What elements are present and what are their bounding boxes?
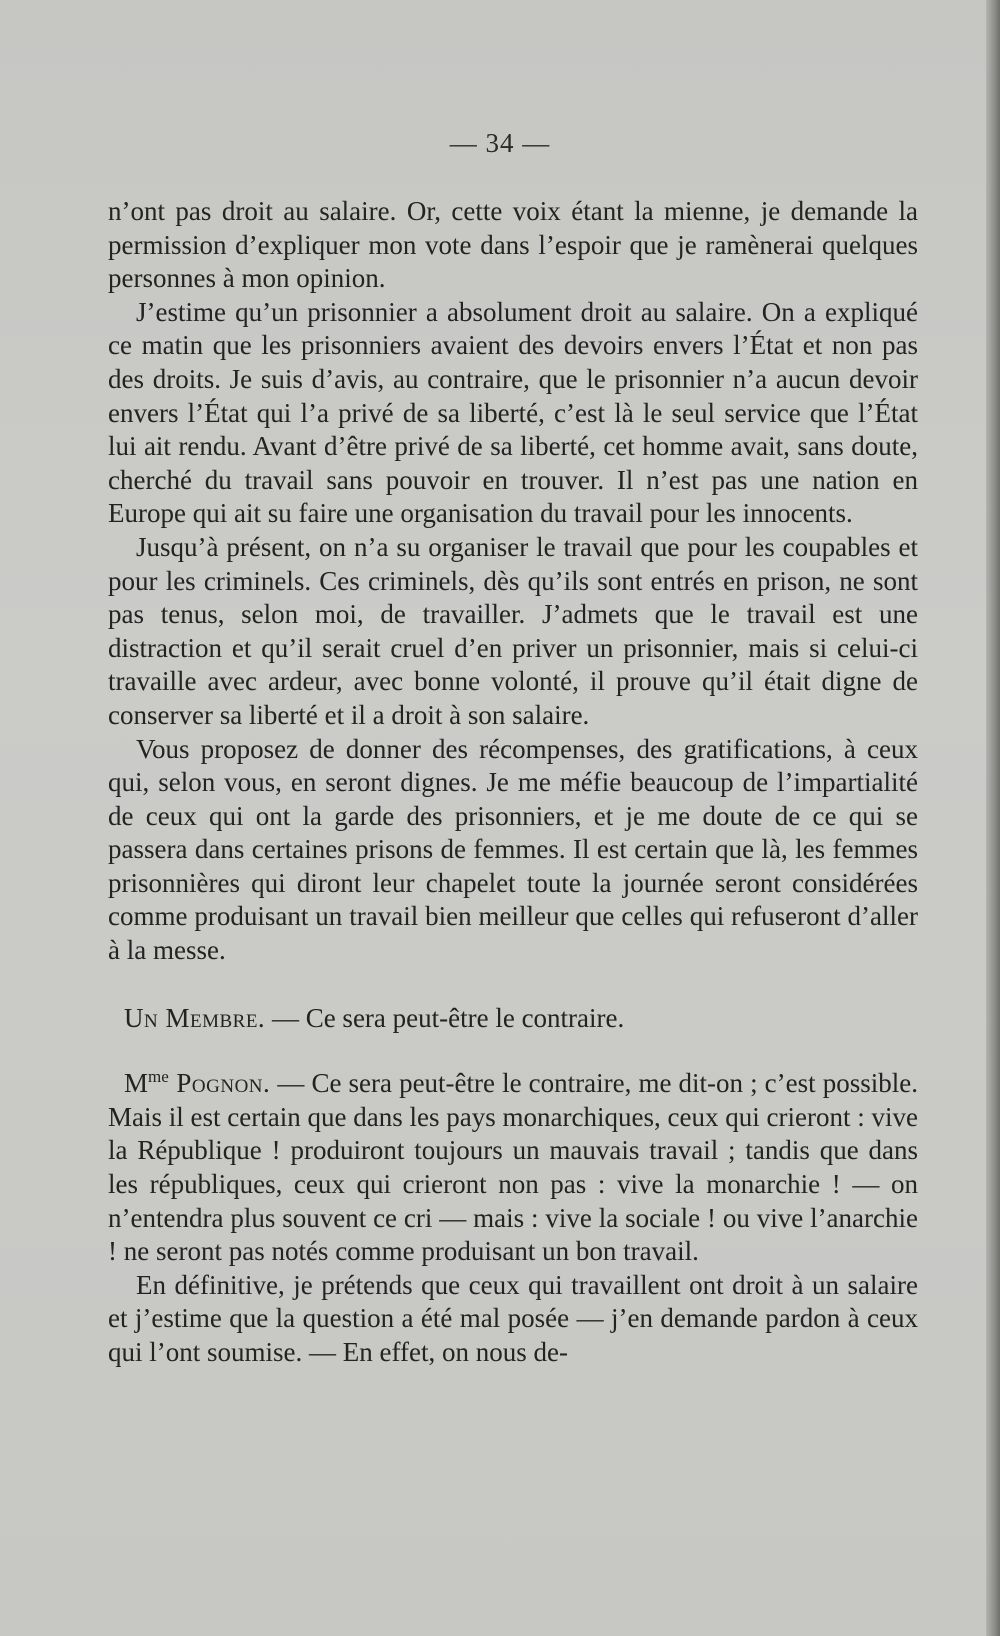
speaker-title: M xyxy=(124,1068,149,1099)
speaker-line-member xyxy=(108,1002,918,1036)
speaker-text-pognon: — Ce sera peut-être le contraire, me dit-on ; c’est possible. Mais il est certain que dans les pays monarchiques, ceux qui crieront : vive la République ! produiront toujours un mauvais travail ; tandis que dans les républiques, ceux qui crieront non pas : vive la monarchie ! — on n’entendra plus souvent ce cri — mais : vive la sociale ! ou vive l’anarchie ! ne seront pas notés comme produisant un bon travail. xyxy=(108,1068,918,1267)
paragraph-7: En définitive, je prétends que ceux qui travaillent ont droit à un salaire et j’estime que la question a été mal posée — j’en demande pardon à ceux qui l’ont soumise. — En effet, on nous de- xyxy=(108,1269,918,1367)
speaker-text: — Ce sera peut-être le contraire. xyxy=(265,1002,625,1033)
paragraph-3: Jusqu’à présent, on n’a su organiser le travail que pour les coupables et pour les criminels. Ces criminels, dès qu’ils sont entrés en prison, ne sont pas tenus, selon moi, de travailler. J’admets que le travail est une distraction et qu’il serait cruel d’en priver un prisonnier, mais si celui-ci travaille avec ardeur, avec bonne volonté, il prouve qu’il était digne de conserver sa liberté et il a droit à son salaire. xyxy=(108,531,918,730)
page-number: — 34 — xyxy=(449,128,551,158)
paragraph-1: n’ont pas droit au salaire. Or, cette voix étant la mienne, je demande la permission d’expliquer mon vote dans l’espoir que je ramènerai quelques personnes à mon opinion. xyxy=(108,196,918,294)
paragraph-2: J’estime qu’un prisonnier a absolument droit au salaire. On a expliqué ce matin que les prisonniers avaient des devoirs envers l’État et non pas des droits. Je suis d’avis, au contraire, que le prisonnier n’a aucun devoir envers l’État qui l’a privé de sa liberté, c’est là le seul service que l’État lui ait rendu. Avant d’être privé de sa liberté, cet homme avait, sans doute, cherché du travail sans pouvoir en trouver. Il n’est pas une nation en Europe qui ait su faire une organisation du travail pour les innocents. xyxy=(108,296,918,529)
speaker-name-pognon: Pognon. xyxy=(168,1068,271,1099)
page-edge-shadow xyxy=(986,0,1000,1636)
body-text xyxy=(108,195,918,1370)
speaker-name: Un Membre. xyxy=(124,1002,266,1033)
paragraph-4: Vous proposez de donner des récompenses, des gratifications, à ceux qui, selon vous, en seront dignes. Je me méfie beaucoup de l’impartialité de ceux qui ont la garde des prisonniers, et je me doute de ce qui se passera dans certaines prisons de femmes. Il est certain que là, les femmes prisonnières qui diront leur chapelet toute la journée seront considérées comme produisant un travail bien meilleur que celles qui refuseront d’aller à la messe. xyxy=(108,733,918,966)
speaker-paragraph-pognon xyxy=(108,1067,918,1269)
speaker-title-superscript: me xyxy=(148,1067,169,1087)
